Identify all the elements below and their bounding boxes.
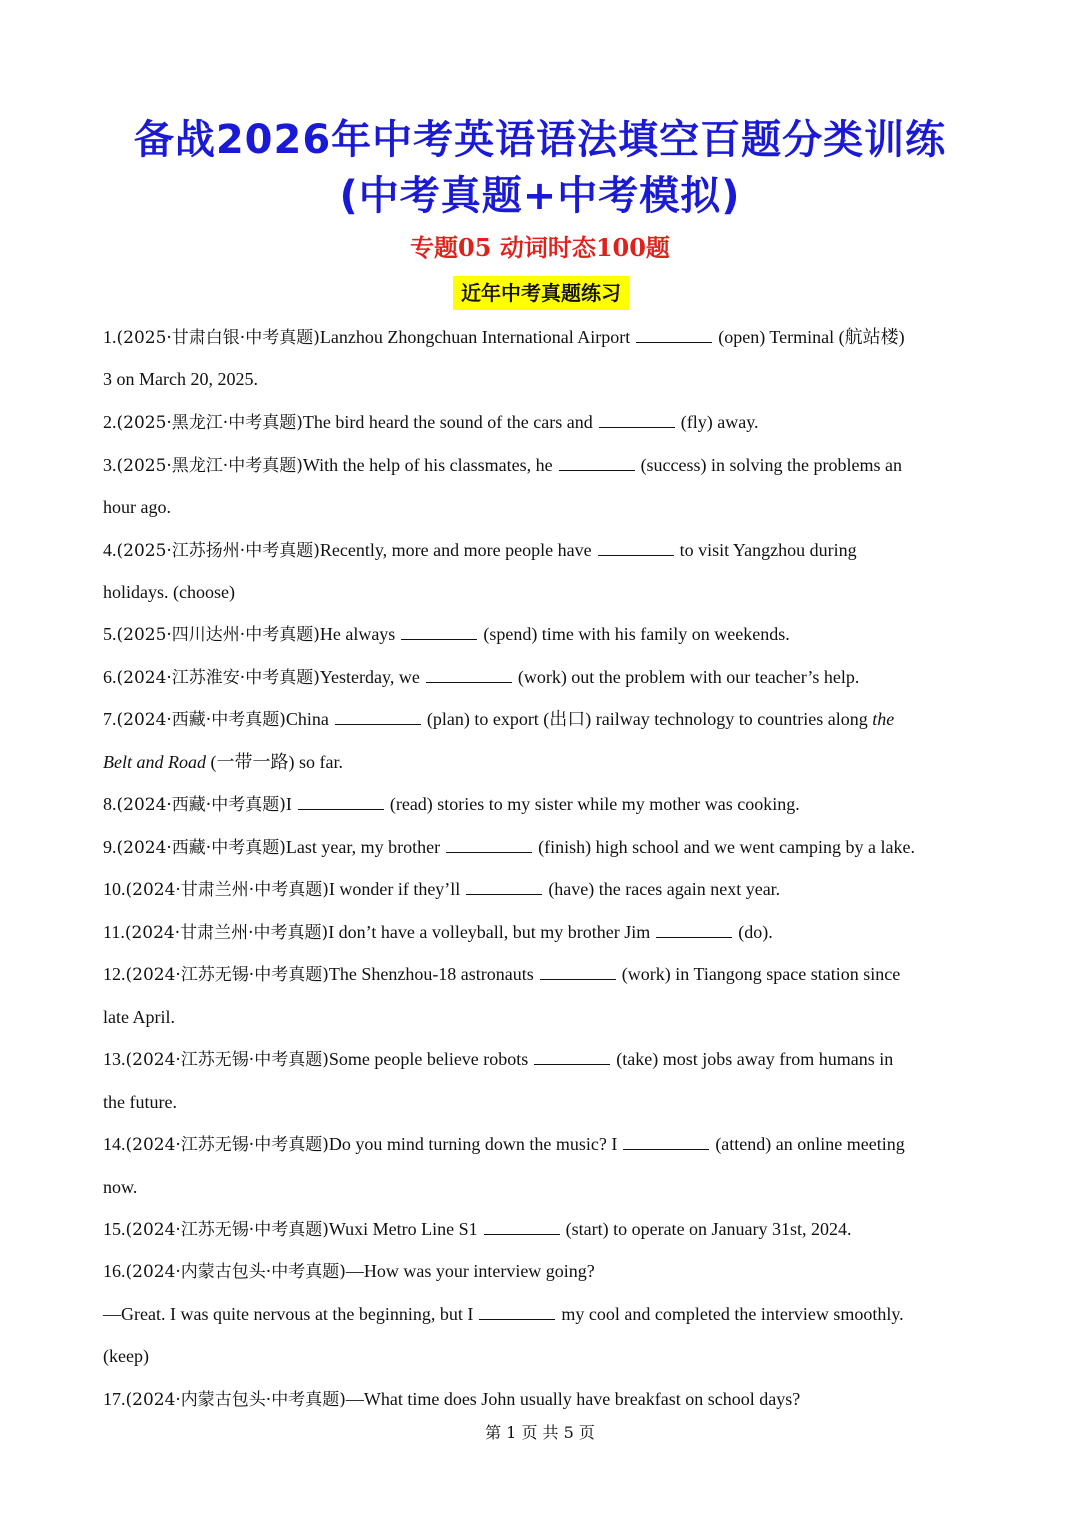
answer-blank[interactable] [335,710,421,725]
question-1: 1.(2025·甘肃白银·中考真题)Lanzhou Zhongchuan International Airport (open) Terminal (航站楼) [103,327,905,348]
answer-blank[interactable] [401,625,477,640]
answer-blank[interactable] [599,413,675,428]
answer-blank[interactable] [479,1305,555,1320]
answer-blank[interactable] [298,795,384,810]
question-4-continued: holidays. (choose) [103,582,235,602]
question-14-continued: now. [103,1177,138,1197]
answer-blank[interactable] [598,541,674,556]
question-2: 2.(2025·黑龙江·中考真题)The bird heard the sound of the cars and (fly) away. [103,412,759,433]
answer-blank[interactable] [656,923,732,938]
question-12-continued: late April. [103,1007,175,1027]
question-1-continued: 3 on March 20, 2025. [103,369,258,389]
answer-blank[interactable] [623,1135,709,1150]
question-13: 13.(2024·江苏无锡·中考真题)Some people believe robots (take) most jobs away from humans in [103,1049,894,1070]
question-4: 4.(2025·江苏扬州·中考真题)Recently, more and more people have to visit Yangzhou during [103,540,857,561]
question-5: 5.(2025·四川达州·中考真题)He always (spend) time with his family on weekends. [103,624,790,645]
question-3: 3.(2025·黑龙江·中考真题)With the help of his classmates, he (success) in solving the problems an [103,455,903,476]
answer-blank[interactable] [559,456,635,471]
answer-blank[interactable] [484,1220,560,1235]
question-9: 9.(2024·西藏·中考真题)Last year, my brother (finish) high school and we went camping by a lake. [103,837,915,858]
answer-blank[interactable] [466,880,542,895]
answer-blank[interactable] [540,965,616,980]
answer-blank[interactable] [426,668,512,683]
question-8: 8.(2024·西藏·中考真题)I (read) stories to my sister while my mother was cooking. [103,794,800,815]
question-10: 10.(2024·甘肃兰州·中考真题)I wonder if they’ll (have) the races again next year. [103,879,781,900]
question-16: 16.(2024·内蒙古包头·中考真题)—How was your interview going? [103,1261,595,1282]
page-footer: 第 1 页 共 5 页 [485,1423,595,1442]
question-16-continued: —Great. I was quite nervous at the beginning, but I my cool and completed the interview smoothly. [103,1304,904,1324]
page-title-line-2: (中考真题+中考模拟) [339,173,741,219]
question-13-continued: the future. [103,1092,177,1112]
question-15: 15.(2024·江苏无锡·中考真题)Wuxi Metro Line S1 (start) to operate on January 31st, 2024. [103,1219,852,1240]
section-label: 近年中考真题练习 [453,276,629,310]
topic-subtitle: 专题05 动词时态100题 [410,233,670,262]
question-14: 14.(2024·江苏无锡·中考真题)Do you mind turning down the music? I (attend) an online meeting [103,1134,905,1155]
question-12: 12.(2024·江苏无锡·中考真题)The Shenzhou-18 astronauts (work) in Tiangong space station since [103,964,901,985]
answer-blank[interactable] [636,328,712,343]
question-11: 11.(2024·甘肃兰州·中考真题)I don’t have a volleyball, but my brother Jim (do). [103,922,773,943]
question-7: 7.(2024·西藏·中考真题)China (plan) to export (出口) railway technology to countries along the [103,709,895,730]
page-title-line-1: 备战2026年中考英语语法填空百题分类训练 [133,117,947,163]
question-3-continued: hour ago. [103,497,171,517]
question-17: 17.(2024·内蒙古包头·中考真题)—What time does John usually have breakfast on school days? [103,1389,801,1410]
question-6: 6.(2024·江苏淮安·中考真题)Yesterday, we (work) out the problem with our teacher’s help. [103,667,860,688]
question-7-continued: Belt and Road (一带一路) so far. [103,752,343,772]
answer-blank[interactable] [534,1050,610,1065]
answer-blank[interactable] [446,838,532,853]
question-16-hint: (keep) [103,1346,149,1366]
